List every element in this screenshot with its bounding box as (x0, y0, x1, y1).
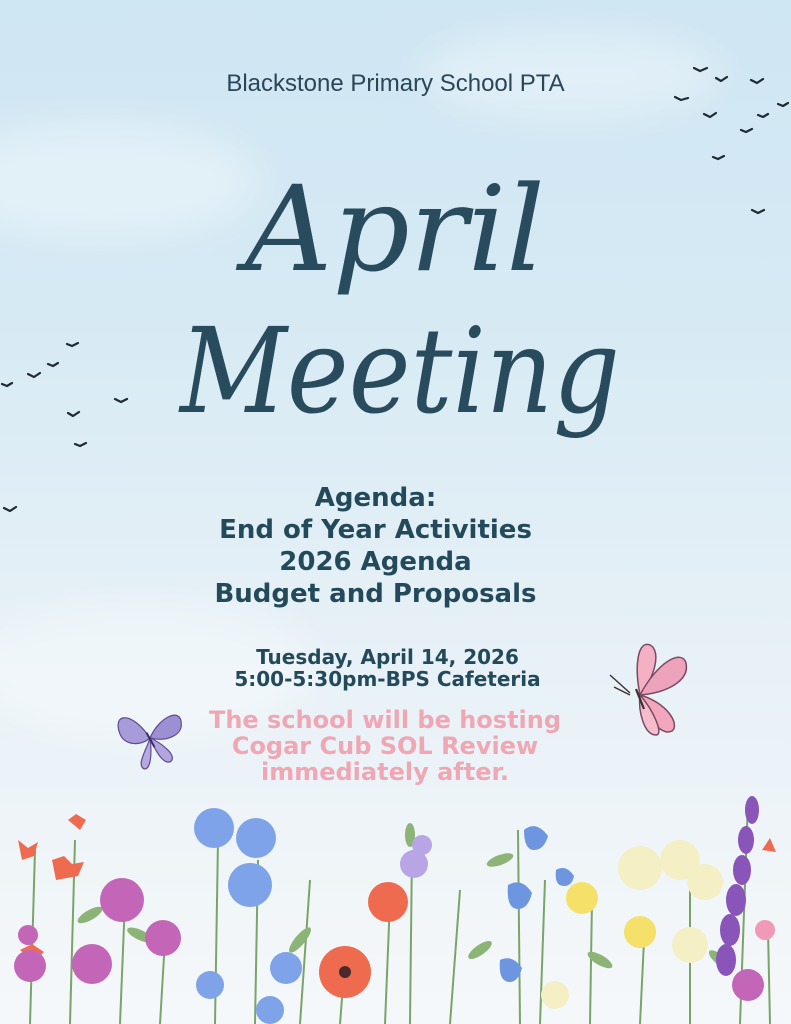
agenda-heading: Agenda: (314, 483, 437, 513)
title-line-2: Meeting (178, 302, 620, 440)
organization-name: Blackstone Primary School PTA (226, 70, 565, 97)
note-line: The school will be hosting (208, 706, 562, 734)
note-line: immediately after. (260, 758, 509, 786)
note-line: Cogar Cub SOL Review (231, 732, 539, 760)
event-time-location: 5:00-5:30pm-BPS Cafeteria (234, 667, 541, 691)
title-line-1: April (235, 160, 545, 298)
agenda-item: Budget and Proposals (214, 579, 537, 609)
event-date: Tuesday, April 14, 2026 (256, 645, 519, 669)
agenda-item: 2026 Agenda (279, 547, 472, 577)
agenda-item: End of Year Activities (219, 515, 532, 545)
